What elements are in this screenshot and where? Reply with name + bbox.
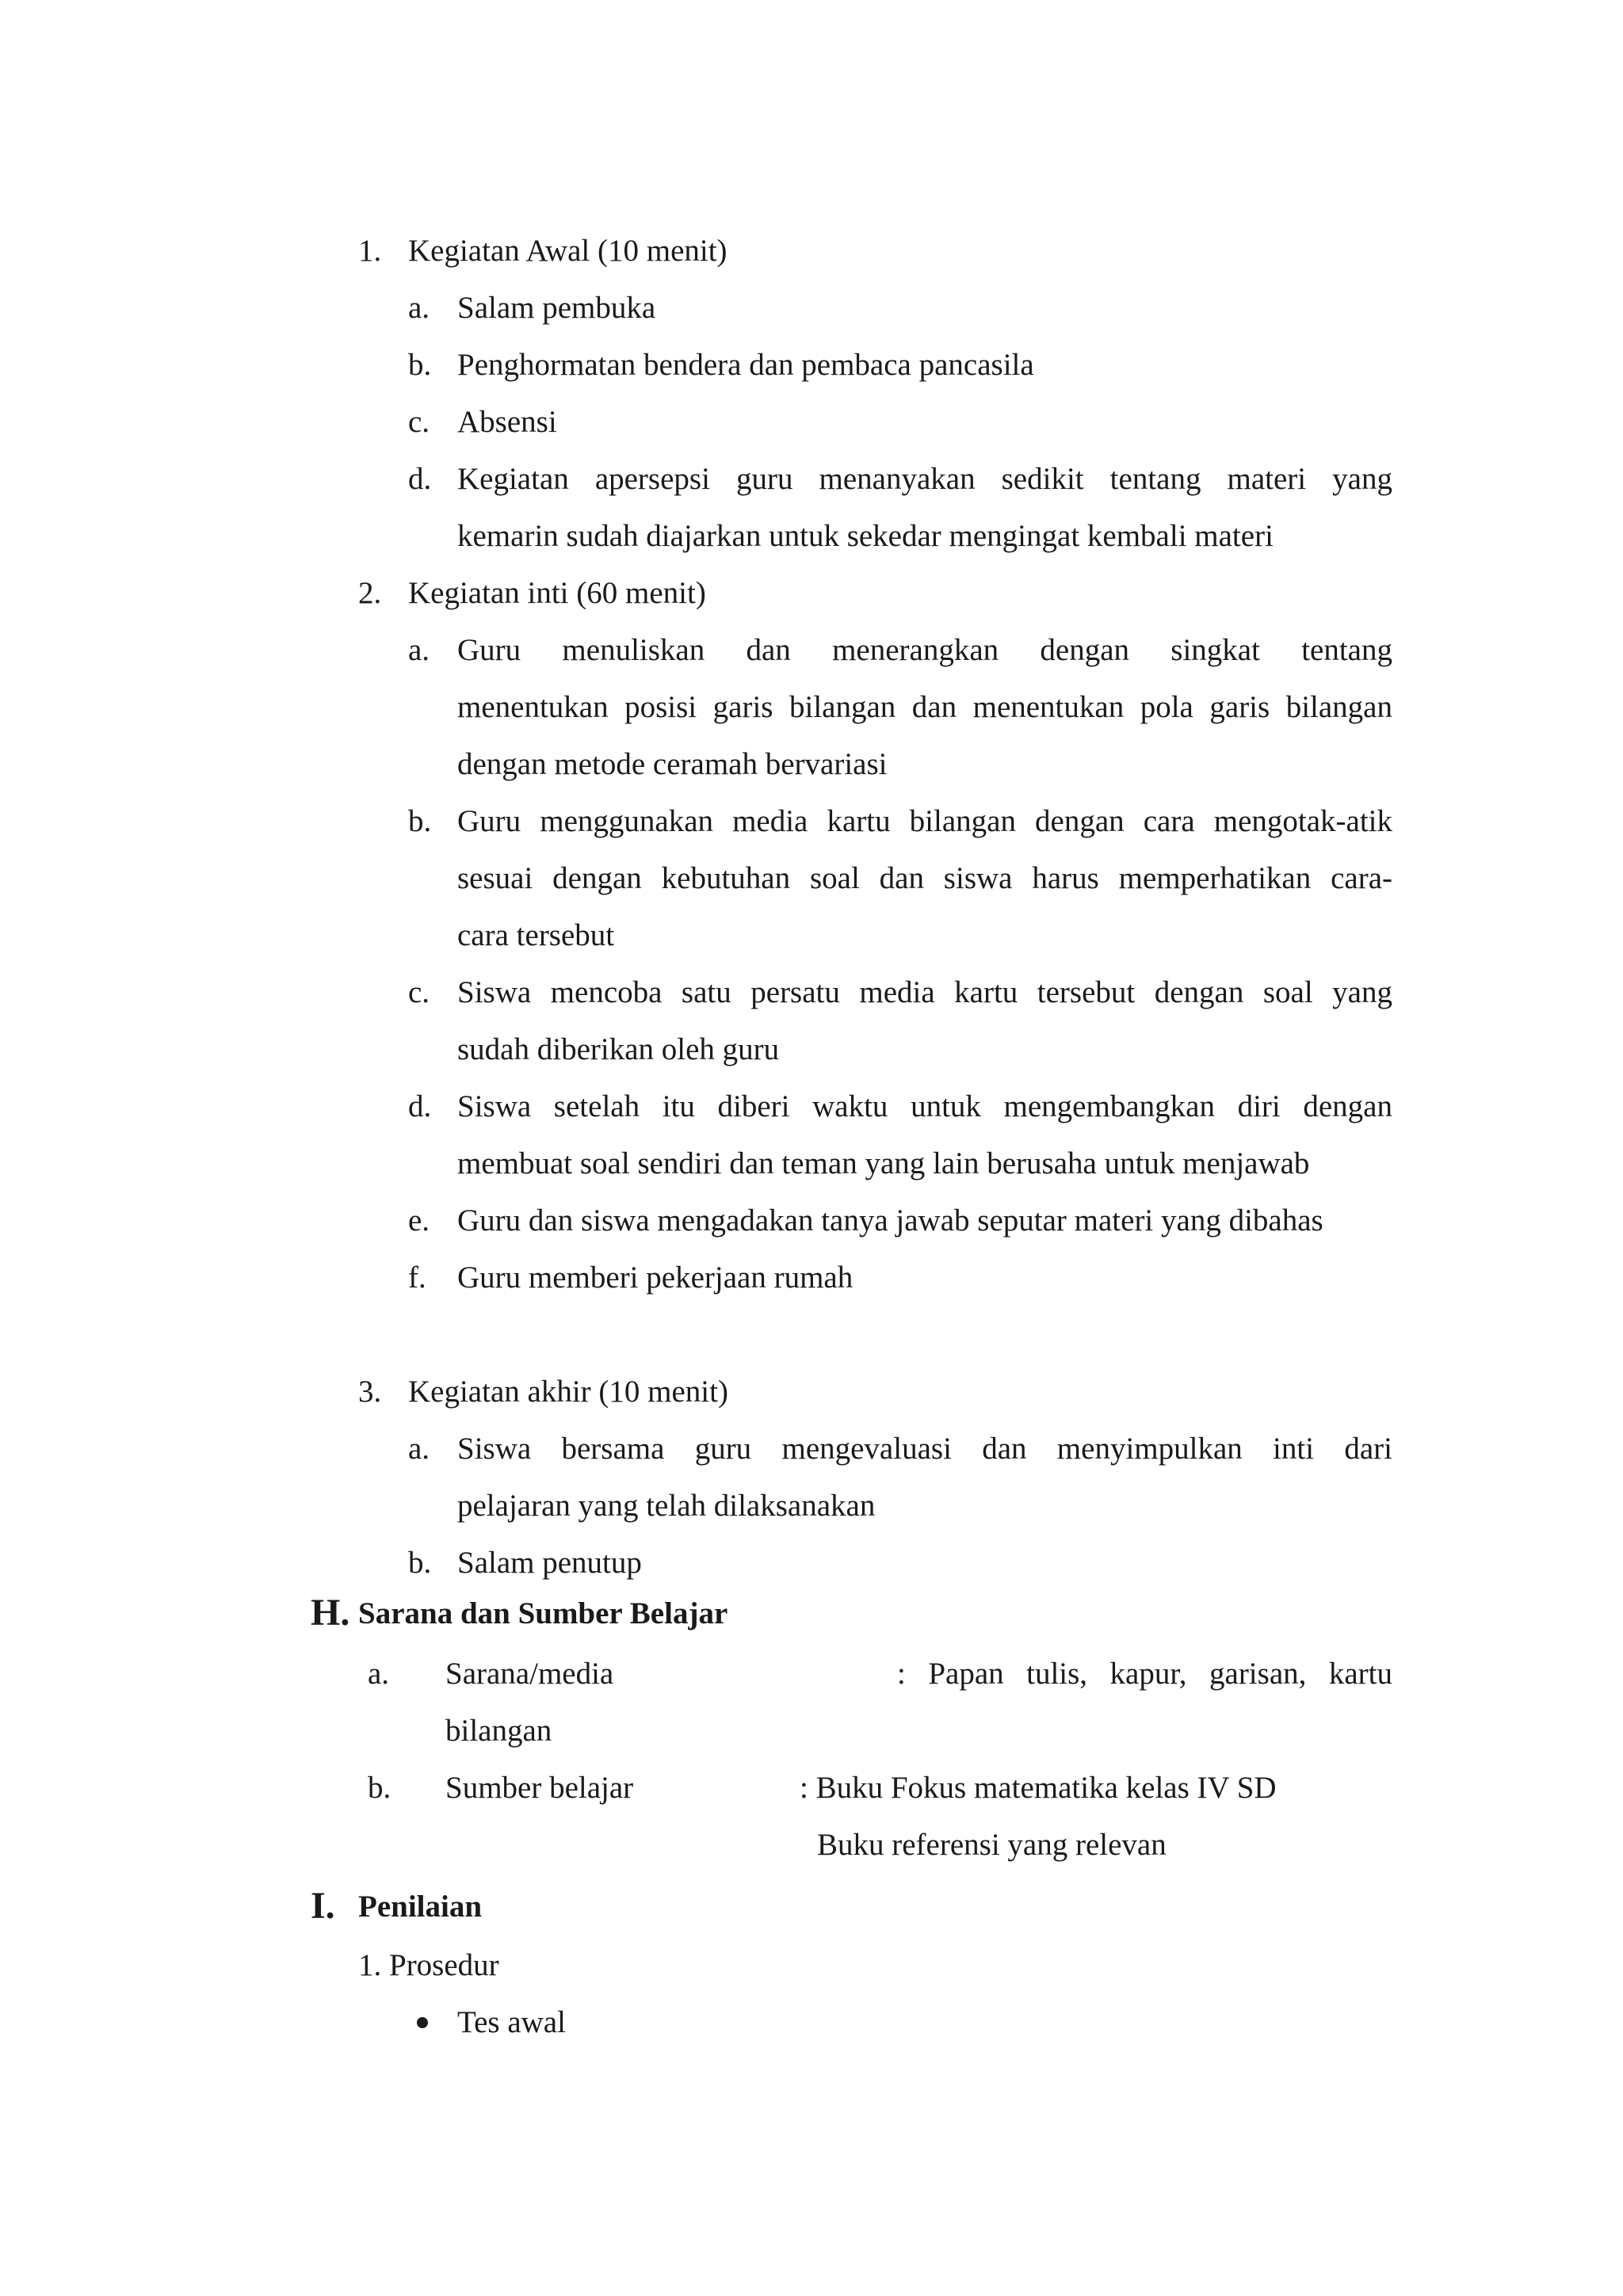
item-text: sudah diberikan oleh guru [457, 1032, 780, 1066]
item-text: Kegiatan apersepsi guru menanyakan sedikit tentang materi yang [457, 462, 1392, 496]
item-label: a. [408, 633, 430, 667]
item-label: d. [408, 462, 432, 496]
item-text: Salam pembuka [457, 291, 656, 325]
item-label: a. [368, 1657, 390, 1691]
item-label: f. [408, 1261, 426, 1295]
item-text: cara tersebut [457, 918, 615, 952]
item-label: c. [408, 405, 430, 439]
item-label: d. [408, 1089, 432, 1123]
subheading: 1. Prosedur [358, 1948, 499, 1982]
item-text: membuat soal sendiri dan teman yang lain berusaha untuk menjawab [457, 1146, 1310, 1180]
item-text: menentukan posisi garis bilangan dan menentukan pola garis bilangan [457, 690, 1392, 724]
item-text: Siswa mencoba satu persatu media kartu tersebut dengan soal yang [457, 975, 1392, 1009]
item-label: a. [408, 1432, 430, 1466]
item-value: : Buku Fokus matematika kelas IV SD [800, 1771, 1277, 1805]
item-label: b. [408, 1546, 432, 1580]
item-label: b. [408, 804, 432, 838]
item-label: e. [408, 1203, 430, 1238]
bullet-icon [417, 2017, 428, 2028]
section-letter: I. [311, 1885, 335, 1927]
item-label: b. [368, 1771, 391, 1805]
item-text: Penghormatan bendera dan pembaca pancasila [457, 348, 1034, 382]
item-text: Siswa bersama guru mengevaluasi dan menyimpulkan inti dari [457, 1432, 1392, 1466]
item-value: : Papan tulis, kapur, garisan, kartu [897, 1657, 1392, 1691]
section-title: Sarana dan Sumber Belajar [358, 1596, 728, 1630]
item-label: a. [408, 291, 430, 325]
item-text: kemarin sudah diajarkan untuk sekedar mengingat kembali materi [457, 519, 1274, 553]
section-letter: H. [311, 1592, 350, 1634]
item-text: sesuai dengan kebutuhan soal dan siswa harus memperhatikan cara- [457, 861, 1392, 895]
item-text: Guru dan siswa mengadakan tanya jawab seputar materi yang dibahas [457, 1203, 1323, 1238]
item-text: Guru menuliskan dan menerangkan dengan singkat tentang [457, 633, 1392, 667]
item-text: dengan metode ceramah bervariasi [457, 747, 888, 781]
item-text: Guru menggunakan media kartu bilangan dengan cara mengotak-atik [457, 804, 1392, 838]
activity-title: Kegiatan akhir (10 menit) [408, 1375, 728, 1409]
activity-number: 2. [358, 576, 382, 610]
activity-number: 1. [358, 234, 382, 268]
activity-number: 3. [358, 1375, 382, 1409]
item-text: Absensi [457, 405, 557, 439]
bullet-text: Tes awal [457, 2005, 566, 2039]
item-text: Salam penutup [457, 1546, 642, 1580]
item-value-continuation: bilangan [445, 1714, 552, 1748]
item-name: Sarana/media [445, 1657, 614, 1691]
item-label: c. [408, 975, 430, 1009]
activity-title: Kegiatan inti (60 menit) [408, 576, 706, 610]
item-text: Guru memberi pekerjaan rumah [457, 1261, 854, 1295]
activity-title: Kegiatan Awal (10 menit) [408, 234, 727, 268]
item-value-continuation: Buku referensi yang relevan [817, 1828, 1167, 1862]
section-title: Penilaian [358, 1890, 483, 1924]
item-text: Siswa setelah itu diberi waktu untuk mengembangkan diri dengan [457, 1089, 1392, 1123]
item-text: pelajaran yang telah dilaksanakan [457, 1489, 876, 1523]
item-name: Sumber belajar [445, 1771, 634, 1805]
item-label: b. [408, 348, 432, 382]
